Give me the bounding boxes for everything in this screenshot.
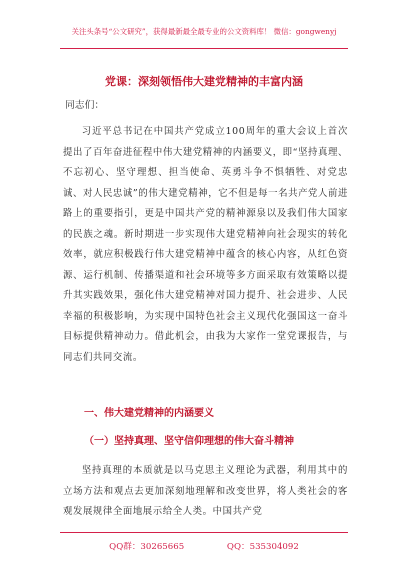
header-divider (60, 48, 348, 49)
footer-divider (60, 532, 348, 533)
subsection-heading: （一）坚持真理、坚守信仰理想的伟大奋斗精神 (84, 436, 294, 447)
salutation: 同志们： (65, 100, 105, 111)
document-title: 党课：深刻领悟伟大建党精神的丰富内涵 (105, 75, 303, 88)
footer-qq-group: QQ群：30265665 (109, 542, 185, 552)
section-heading: 一、伟大建党精神的内涵要义 (84, 408, 214, 419)
footer-contact (0, 540, 408, 552)
intro-paragraph: 习近平总书记在中国共产党成立100周年的重大会议上首次提出了百年奋进征程中伟大建党精神的内涵要义，即“坚持真理、不忘初心、坚守理想、担当使命、英勇斗争不惧牺牲、对党忠诚、对人民忠诚”的伟大建党精神，它不但是每一名共产党人前进路上的重要指引，更是中国共产党的精神源泉以及我们伟大国家的民族之魂。新时期进一步实现伟大建党精神向社会现实的转化效率，就应积极践行伟大建党精神中蕴含的核心内容，从红色资源、运行机制、传播渠道和社会环境等多方面采取有效策略以提升其实践效果，强化伟大建党精神对国力提升、社会进步、人民幸福的积极影响，为实现中国特色社会主义现代化强国这一奋斗目标提供精神动力。借此机会，由我为大家作一堂党课报告，与同志们共同交流。 (63, 126, 348, 363)
header-banner: 关注头条号“公文研究”，获得最新最全最专业的公文资料库！ 微信：gongwenyj (71, 27, 337, 36)
footer-qq: QQ：535304092 (226, 542, 299, 552)
body-paragraph: 坚持真理的本质就是以马克思主义理论为武器，利用其中的立场方法和观点去更加深刻地理解和改变世界，将人类社会的客观发展规律全面地展示给全人类。中国共产党 (63, 465, 348, 517)
